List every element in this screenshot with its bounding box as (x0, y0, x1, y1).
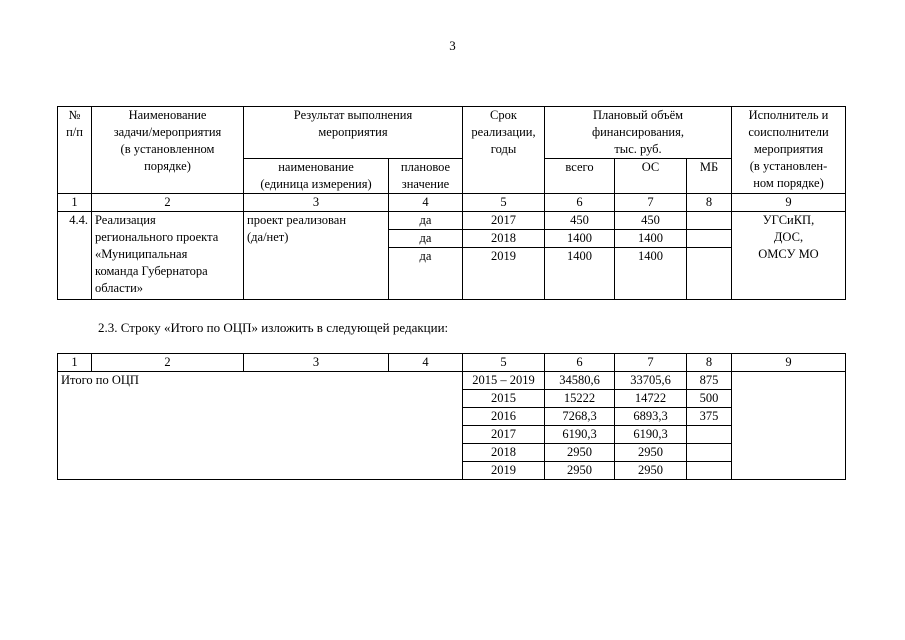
col-number: 4 (389, 194, 463, 212)
row-os: 33705,6 (615, 372, 687, 390)
col-number: 9 (732, 354, 846, 372)
col-number: 9 (732, 194, 846, 212)
row-mb: 500 (687, 390, 732, 408)
header-executor: Исполнитель и соисполнители мероприятия (в установлен- ном порядке) (732, 107, 846, 194)
row-os: 450 (615, 212, 687, 230)
col-number: 2 (92, 354, 244, 372)
header-funding: Плановый объём финансирования, тыс. руб. (545, 107, 732, 159)
col-number: 3 (244, 194, 389, 212)
amendment-sentence: 2.3. Строку «Итого по ОЦП» изложить в следующей редакции: (98, 320, 449, 335)
col-number: 7 (615, 354, 687, 372)
header-num: № п/п (58, 107, 92, 194)
activities-table (57, 106, 846, 300)
page-number: 3 (449, 38, 456, 53)
header-total: всего (545, 159, 615, 194)
total-executor (732, 372, 846, 480)
row-os: 6893,3 (615, 408, 687, 426)
col-number: 1 (58, 194, 92, 212)
col-number: 6 (545, 194, 615, 212)
row-os: 2950 (615, 444, 687, 462)
col-number: 8 (687, 194, 732, 212)
row-total: 15222 (545, 390, 615, 408)
header-term: Срок реализации, годы (463, 107, 545, 194)
row-mb (687, 212, 732, 230)
row-os: 14722 (615, 390, 687, 408)
row-year: 2019 (463, 248, 545, 300)
row-plan: да (389, 212, 463, 230)
row-total: 450 (545, 212, 615, 230)
row-os: 1400 (615, 230, 687, 248)
row-year: 2018 (463, 444, 545, 462)
row-os: 6190,3 (615, 426, 687, 444)
header-mb: МБ (687, 159, 732, 194)
row-mb (687, 230, 732, 248)
row-year: 2019 (463, 462, 545, 480)
row-os: 2950 (615, 462, 687, 480)
col-number: 4 (389, 354, 463, 372)
header-result-plan: плановое значение (389, 159, 463, 194)
row-plan: да (389, 248, 463, 300)
row-task: Реализация регионального проекта «Муниципальная команда Губернатора области» (92, 212, 244, 300)
col-number: 8 (687, 354, 732, 372)
col-number: 5 (463, 354, 545, 372)
row-plan: да (389, 230, 463, 248)
row-mb (687, 462, 732, 480)
row-year: 2015 – 2019 (463, 372, 545, 390)
col-number: 3 (244, 354, 389, 372)
row-total: 34580,6 (545, 372, 615, 390)
header-result: Результат выполнения мероприятия (244, 107, 463, 159)
row-result-name: проект реализован (да/нет) (244, 212, 389, 300)
row-mb: 875 (687, 372, 732, 390)
col-number: 7 (615, 194, 687, 212)
header-os: ОС (615, 159, 687, 194)
header-task: Наименование задачи/мероприятия (в установленном порядке) (92, 107, 244, 194)
row-year: 2018 (463, 230, 545, 248)
col-number: 6 (545, 354, 615, 372)
col-number: 1 (58, 354, 92, 372)
column-numbers-row (58, 194, 846, 212)
row-total: 1400 (545, 248, 615, 300)
row-executor: УГСиКП, ДОС, ОМСУ МО (732, 212, 846, 300)
row-total: 1400 (545, 230, 615, 248)
col-number: 2 (92, 194, 244, 212)
row-total: 2950 (545, 462, 615, 480)
row-os: 1400 (615, 248, 687, 300)
row-total: 7268,3 (545, 408, 615, 426)
header-result-name: наименование (единица измерения) (244, 159, 389, 194)
row-total: 6190,3 (545, 426, 615, 444)
row-mb: 375 (687, 408, 732, 426)
row-mb (687, 248, 732, 300)
total-label: Итого по ОЦП (58, 372, 463, 480)
row-mb (687, 444, 732, 462)
row-year: 2015 (463, 390, 545, 408)
row-year: 2017 (463, 212, 545, 230)
row-year: 2017 (463, 426, 545, 444)
row-total: 2950 (545, 444, 615, 462)
table-row (58, 212, 846, 230)
column-numbers-row (58, 354, 846, 372)
row-num: 4.4. (58, 212, 92, 300)
row-mb (687, 426, 732, 444)
col-number: 5 (463, 194, 545, 212)
table-row (58, 372, 846, 390)
total-table (57, 353, 846, 480)
row-year: 2016 (463, 408, 545, 426)
